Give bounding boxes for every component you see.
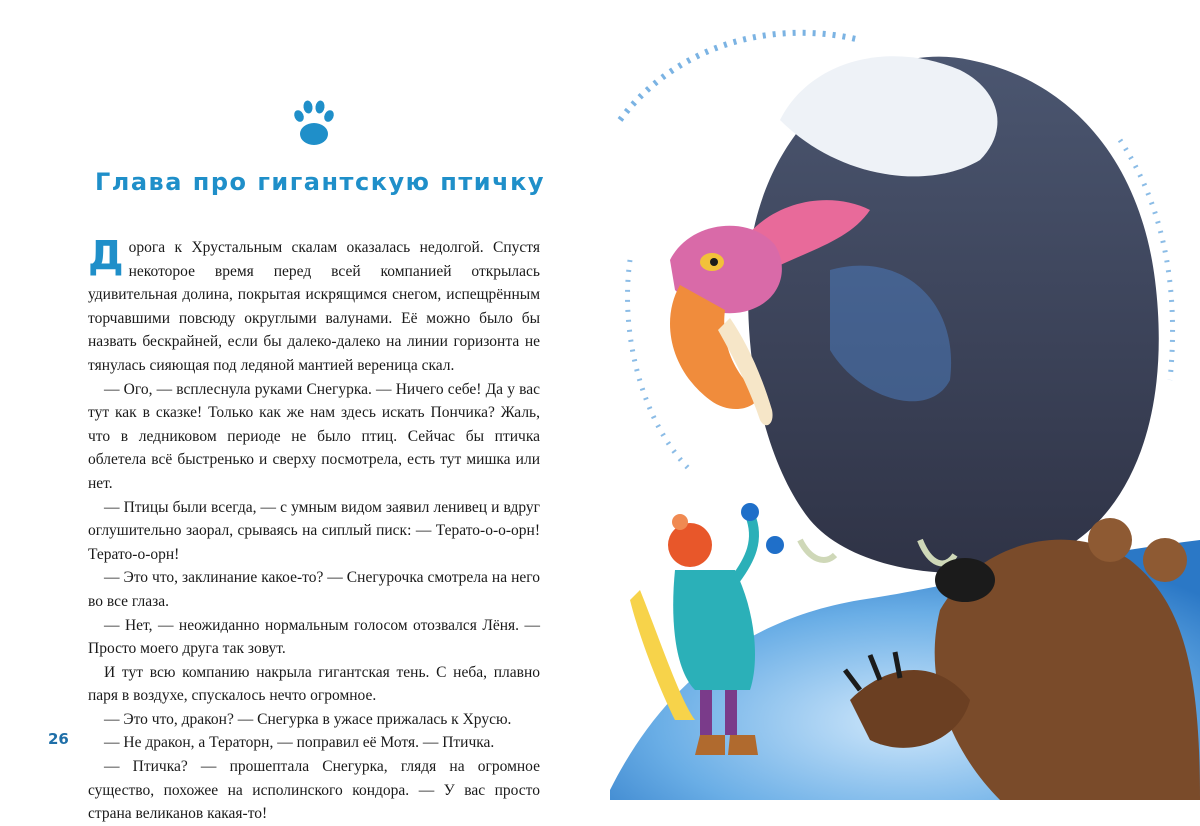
paragraph-6: И тут всю компанию накрыла гигантская тень. С неба, плавно паря в воздухе, спускалось нечто огромное.: [88, 663, 540, 705]
paragraph-5: — Нет, — неожиданно нормальным голосом отозвался Лёня. — Просто моего друга так зовут.: [88, 616, 540, 658]
paragraph-4: — Это что, заклинание какое-то? — Снегурочка смотрела на него во все глаза.: [88, 569, 540, 610]
illustration: [600, 0, 1200, 822]
chapter-title: Глава про гигантскую птичку: [94, 168, 546, 196]
paragraph-9: — Птичка? — прошептала Снегурка, глядя на огромное существо, похожее на исполинского кондора. — У вас просто страна великанов какая-то!: [88, 758, 540, 823]
left-page: [0, 0, 600, 822]
drop-cap: Д: [88, 233, 123, 279]
paragraph-7: — Это что, дракон? — Снегурка в ужасе прижалась к Хрусю.: [104, 710, 512, 728]
teratorn-bird: [670, 56, 1159, 573]
paw-print-icon: [292, 96, 336, 148]
paragraph-3: — Птицы были всегда, — с умным видом заявил ленивец и вдруг оглушительно заорал, срываясь на сиплый писк: — Терато-о-о-орн! Терато-о-орн!: [88, 498, 540, 563]
page-number: 26: [48, 730, 69, 748]
story-text: [88, 233, 540, 826]
paragraph-1-text: орога к Хрустальным скалам оказалась недолгой. Спустя некоторое время перед всей компанией открылась удивительная долина, покрытая искрящимся снегом, испещрённым торчавшими повсюду округлыми валунами. Её можно было бы назвать бескрайней, если бы далеко-далеко на линии горизонта не тянулась сияющая под ледяной мантией вереница скал.: [88, 239, 540, 374]
paragraph-1: [88, 233, 540, 378]
paragraph-2: — Ого, — всплеснула руками Снегурка. — Ничего себе! Да у вас тут как в сказке! Только как же нам здесь искать Пончика? Жаль, что в ледниковом периоде не было птиц. Сейчас бы птичка облетела всё быстренько и сверху посмотрела, есть тут мишка или нет.: [88, 380, 540, 492]
paragraph-8: — Не дракон, а Тераторн, — поправил её Мотя. — Птичка.: [104, 734, 495, 752]
illustration-page: [600, 0, 1200, 822]
